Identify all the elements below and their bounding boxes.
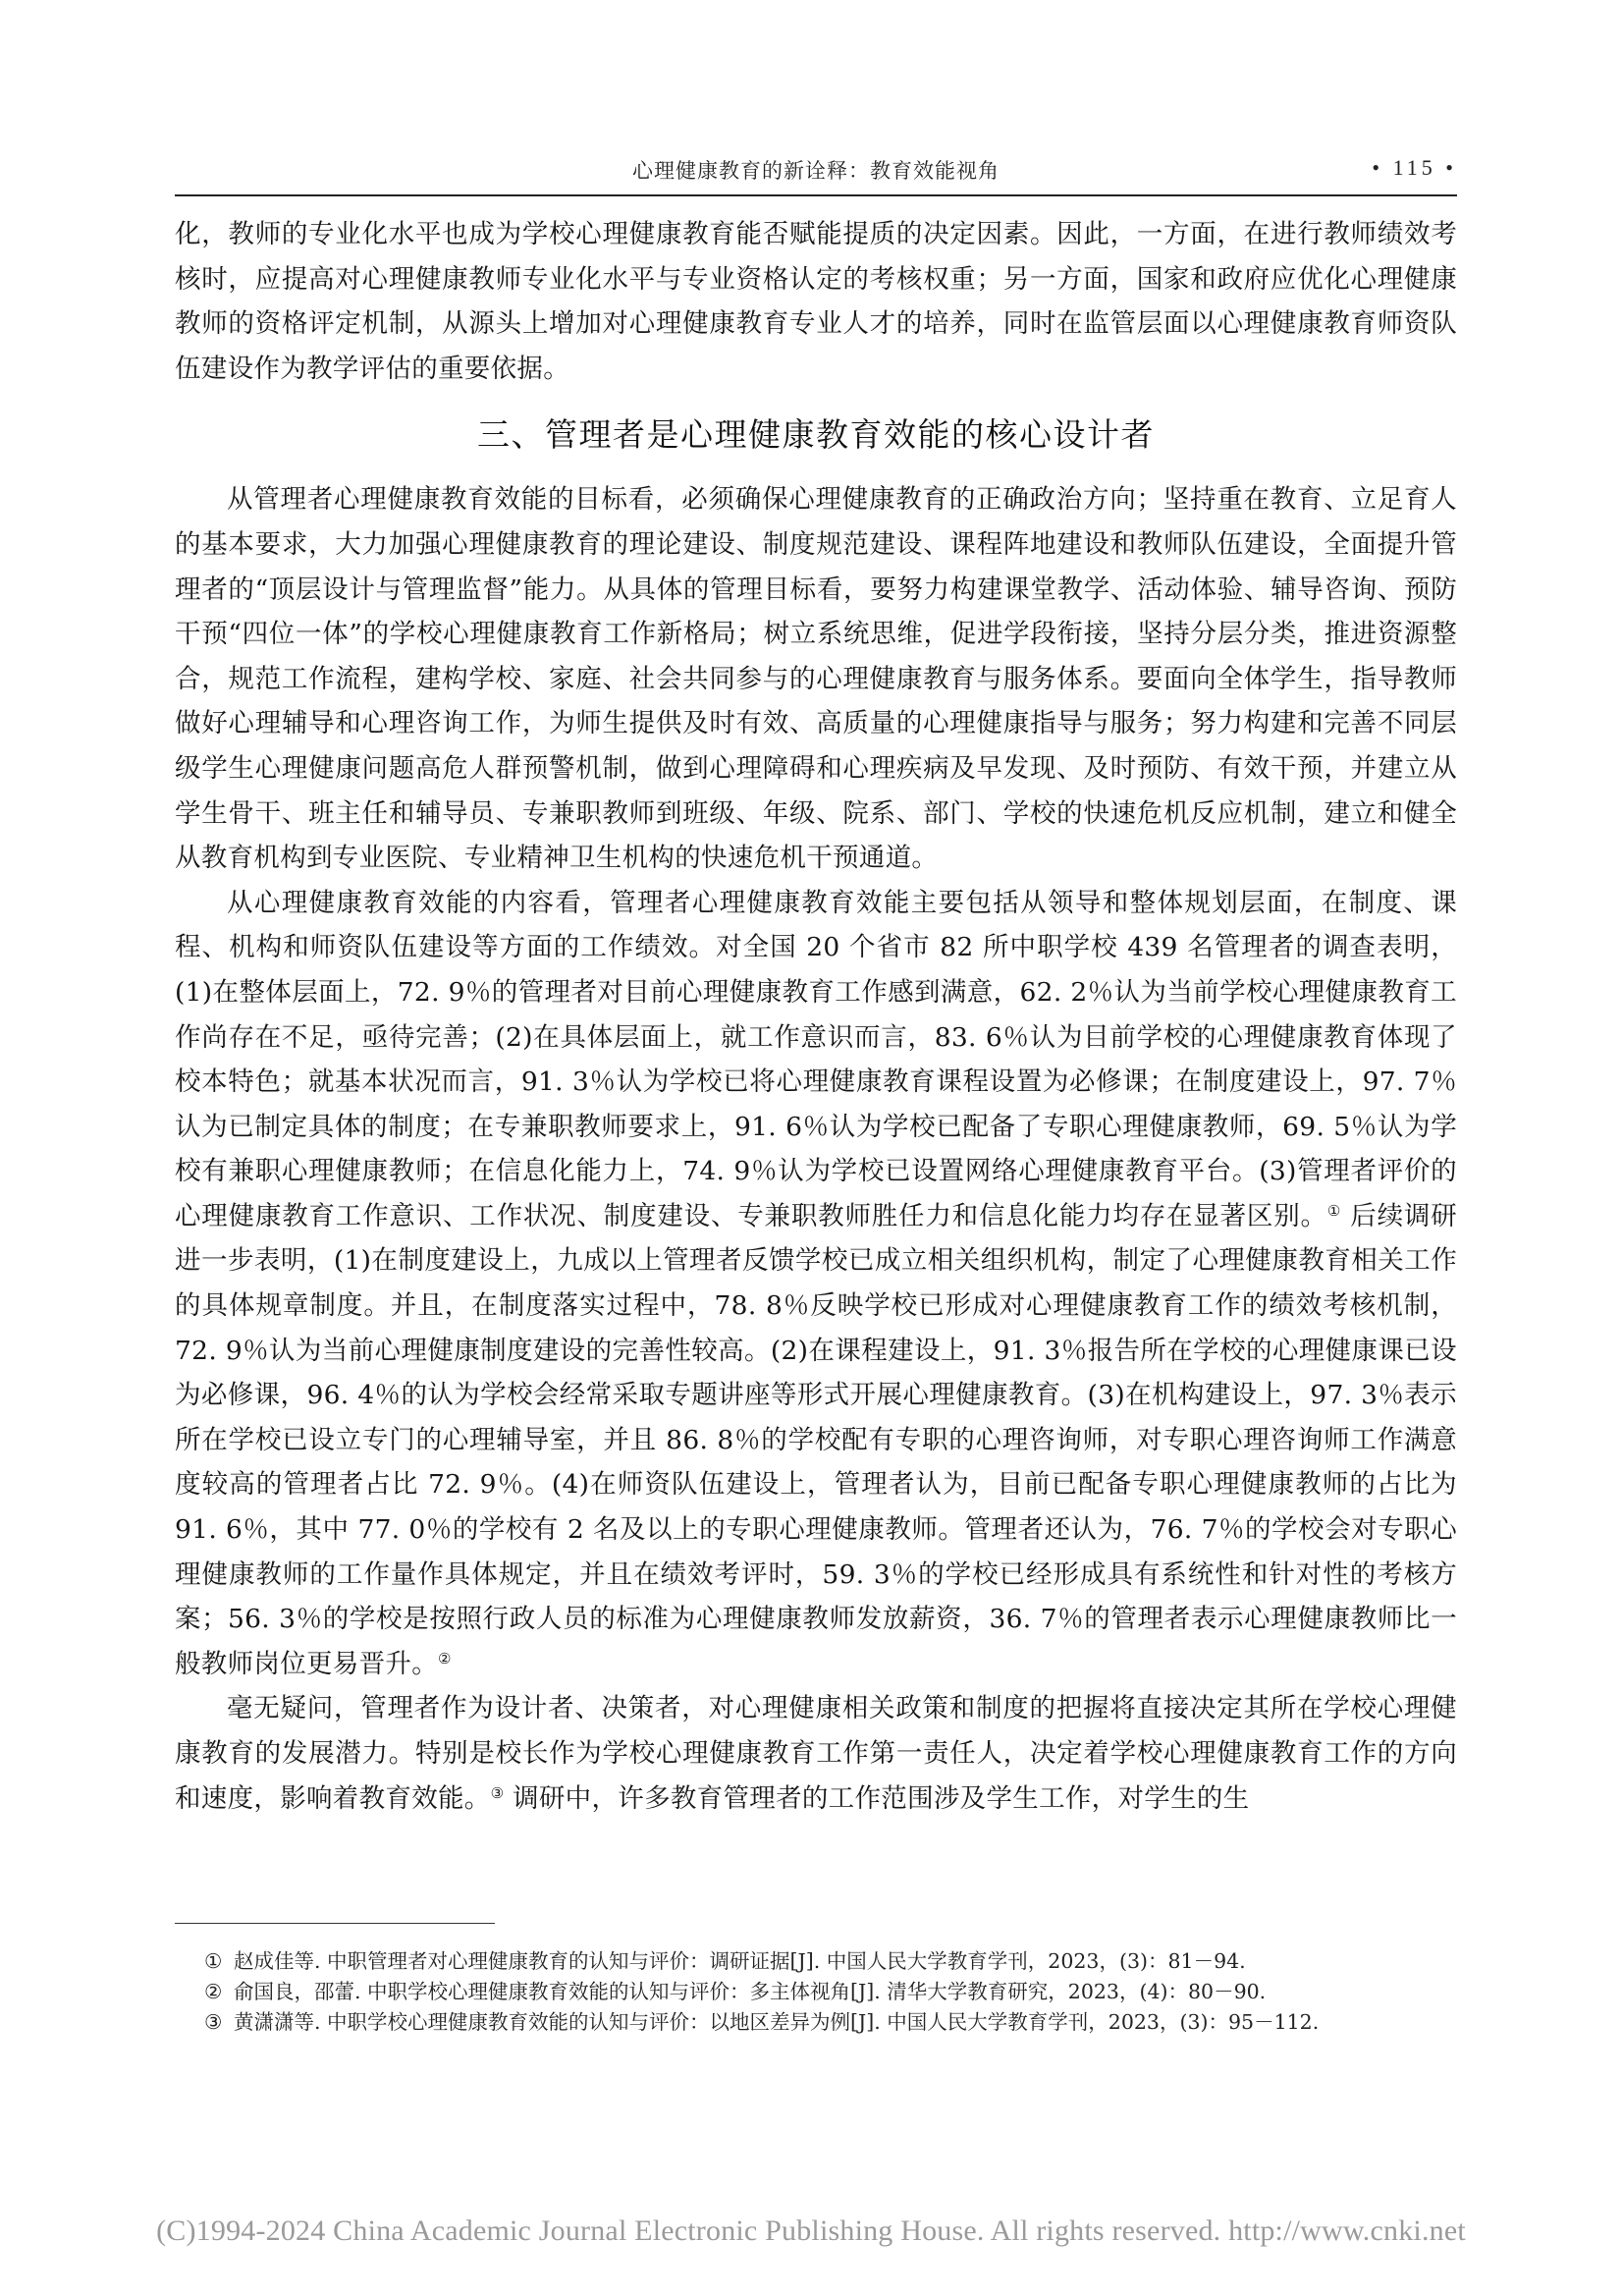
paragraph-goals: 从管理者心理健康教育效能的目标看，必须确保心理健康教育的正确政治方向；坚持重在教育、立足育人的基本要求，大力加强心理健康教育的理论建设、制度规范建设、课程阵地建设和教师队伍建设，全面提升管理者的“顶层设计与管理监督”能力。从具体的管理目标看，要努力构建课堂教学、活动体验、辅导咨询、预防干预“四位一体”的学校心理健康教育工作新格局；树立系统思维，促进学段衔接，坚持分层分类，推进资源整合，规范工作流程，建构学校、家庭、社会共同参与的心理健康教育与服务体系。要面向全体学生，指导教师做好心理辅导和心理咨询工作，为师生提供及时有效、高质量的心理健康指导与服务；努力构建和完善不同层级学生心理健康问题高危人群预警机制，做到心理障碍和心理疾病及早发现、及时预防、有效干预，并建立从学生骨干、班主任和辅导员、专兼职教师到班级、年级、院系、部门、学校的快速危机反应机制，建立和健全从教育机构到专业医院、专业精神卫生机构的快速危机干预通道。 [175, 484, 1457, 874]
paragraph-conclusion [175, 1686, 1457, 1821]
paragraph-content [175, 881, 1457, 1687]
paragraph-content-part2: 后续调研进一步表明，(1)在制度建设上，九成以上管理者反馈学校已成立相关组织机构，制定了心理健康教育相关工作的具体规章制度。并且，在制度落实过程中，78. 8％反映学校已形成对心理健康教育工作的绩效考核机制，72. 9％认为当前心理健康制度建设的完善性较高。(2)在课程建设上，91. 3％报告所在学校的心理健康课已设为必修课，96. 4％的认为学校会经常采取专题讲座等形式开展心理健康教育。(3)在机构建设上，97. 3％表示所在学校已设立专门的心理辅导室，并且 86. 8％的学校配有专职的心理咨询师，对专职心理咨询师工作满意度较高的管理者占比 72. 9％。(4)在师资队伍建设上，管理者认为，目前已配备专职心理健康教师的占比为 91. 6％，其中 77. 0％的学校有 2 名及以上的专职心理健康教师。管理者还认为，76. 7％的学校会对专职心理健康教师的工作量作具体规定，并且在绩效考评时，59. 3％的学校已经形成具有系统性和针对性的考核方案；56. 3％的学校是按照行政人员的标准为心理健康教师发放薪资，36. 7％的管理者表示心理健康教师比一般教师岗位更易晋升。 [175, 1200, 1457, 1679]
copyright-watermark: (C)1994-2024 China Academic Journal Electronic Publishing House. All rights reserved. http://www.cnki.net [156, 2214, 1466, 2247]
footnote-marker: ③ [204, 2010, 223, 2034]
section-heading: 三、管理者是心理健康教育效能的核心设计者 [477, 415, 1155, 455]
paragraph-continuation: 化，教师的专业化水平也成为学校心理健康教育能否赋能提质的决定因素。因此，一方面，在进行教师绩效考核时，应提高对心理健康教师专业化水平与专业资格认定的考核权重；另一方面，国家和政府应优化心理健康教师的资格评定机制，从源头上增加对心理健康教育专业人才的培养，同时在监管层面以心理健康教育师资队伍建设作为教学评估的重要依据。 [175, 219, 1457, 384]
page-number: • 115 • [1372, 155, 1457, 180]
footnote-divider [175, 1923, 495, 1924]
paragraph-content-part1: 从心理健康教育效能的内容看，管理者心理健康教育效能主要包括从领导和整体规划层面，在制度、课程、机构和师资队伍建设等方面的工作绩效。对全国 20 个省市 82 所中职学校 439 名管理者的调查表明，(1)在整体层面上，72. 9％的管理者对目前心理健康教育工作感到满意，62. 2％认为当前学校心理健康教育工作尚存在不足，亟待完善；(2)在具体层面上，就工作意识而言，83. 6％认为目前学校的心理健康教育体现了校本特色；就基本状况而言，91. 3％认为学校已将心理健康教育课程设置为必修课；在制度建设上，97. 7％认为已制定具体的制度；在专兼职教师要求上，91. 6％认为学校已配备了专职心理健康教师，69. 5％认为学校有兼职心理健康教师；在信息化能力上，74. 9％认为学校已设置网络心理健康教育平台。(3)管理者评价的心理健康教育工作意识、工作状况、制度建设、专兼职教师胜任力和信息化能力均存在显著区别。 [175, 887, 1457, 1231]
footnote-item [204, 1977, 1457, 2007]
article-body [175, 212, 1457, 1821]
footnotes [204, 1946, 1457, 2038]
footnote-text: 赵成佳等. 中职管理者对心理健康教育的认知与评价：调研证据[J]. 中国人民大学教育学刊，2023，(3)：81－94. [234, 1949, 1246, 1973]
footnote-ref-2[interactable]: ② [438, 1649, 452, 1667]
footnote-text: 俞国良，邵蕾. 中职学校心理健康教育效能的认知与评价：多主体视角[J]. 清华大学教育研究，2023，(4)：80－90. [234, 1980, 1267, 2003]
footnote-marker: ① [204, 1949, 223, 1973]
footnote-marker: ② [204, 1980, 223, 2003]
running-title: 心理健康教育的新诠释：教育效能视角 [632, 159, 1000, 183]
paragraph-conclusion-part2: 调研中，许多教育管理者的工作范围涉及学生工作，对学生的生 [504, 1782, 1250, 1814]
footnote-item [204, 1946, 1457, 1977]
footnote-ref-1[interactable]: ① [1326, 1201, 1342, 1220]
paragraph-conclusion-part1: 毫无疑问，管理者作为设计者、决策者，对心理健康相关政策和制度的把握将直接决定其所在学校心理健康教育的发展潜力。特别是校长作为学校心理健康教育工作第一责任人，决定着学校心理健康教育工作的方向和速度，影响着教育效能。 [175, 1693, 1457, 1814]
footnote-item [204, 2007, 1457, 2038]
footnote-ref-3[interactable]: ③ [490, 1783, 505, 1802]
footnote-text: 黄潇潇等. 中职学校心理健康教育效能的认知与评价：以地区差异为例[J]. 中国人民大学教育学刊，2023，(3)：95－112. [234, 2010, 1320, 2034]
running-header [175, 149, 1457, 196]
